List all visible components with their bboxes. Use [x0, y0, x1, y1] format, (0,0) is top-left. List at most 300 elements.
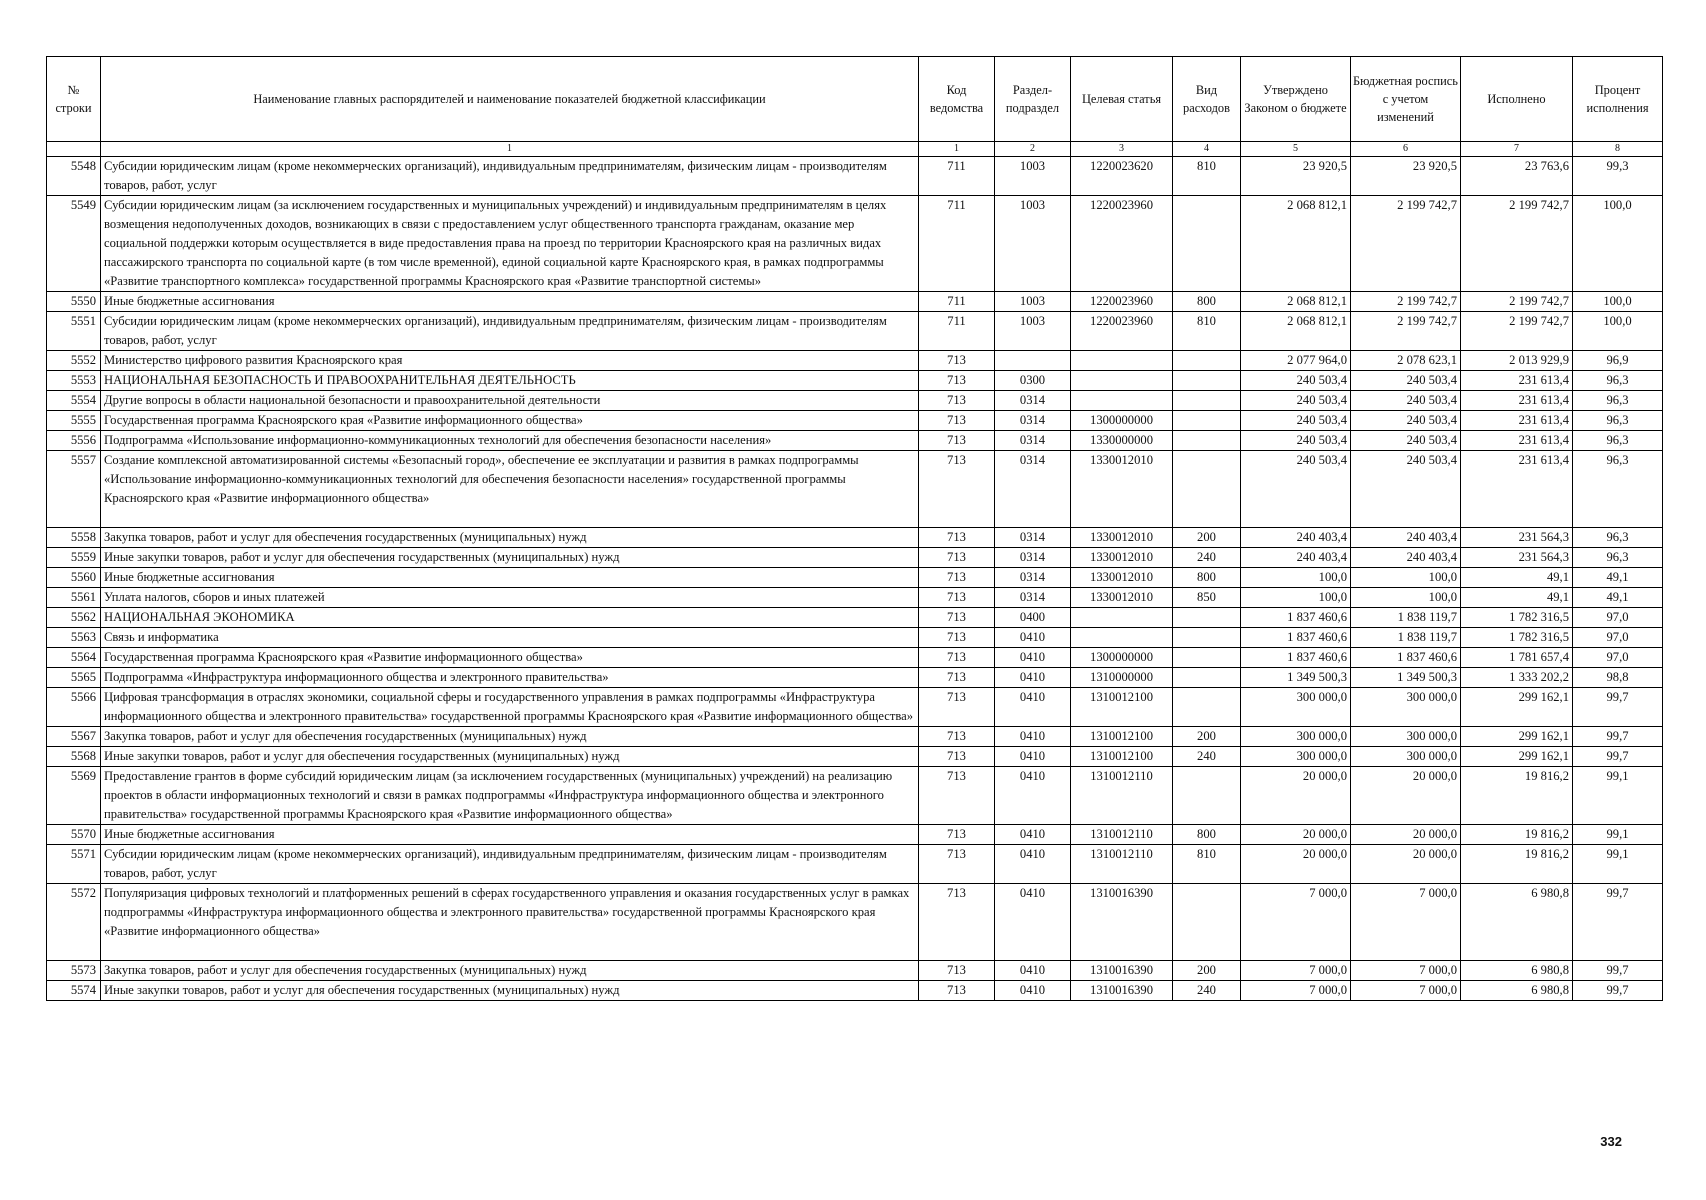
- row-cel: 1330000000: [1071, 431, 1173, 451]
- row-vid: 240: [1173, 747, 1241, 767]
- header-razd: Раздел-подраздел: [995, 57, 1071, 142]
- row-ved: 713: [919, 548, 995, 568]
- row-proc: 96,3: [1573, 371, 1663, 391]
- row-ved: 711: [919, 312, 995, 351]
- row-vid: [1173, 884, 1241, 961]
- row-rosp: 240 403,4: [1351, 528, 1461, 548]
- row-proc: 96,3: [1573, 431, 1663, 451]
- row-razd: 0400: [995, 608, 1071, 628]
- row-name: Закупка товаров, работ и услуг для обеспечения государственных (муниципальных) нужд: [101, 961, 919, 981]
- header-cel: Целевая статья: [1071, 57, 1173, 142]
- row-isp: 1 781 657,4: [1461, 648, 1573, 668]
- row-rosp: 2 199 742,7: [1351, 312, 1461, 351]
- row-proc: 99,7: [1573, 747, 1663, 767]
- row-isp: 49,1: [1461, 568, 1573, 588]
- row-cel: 1300000000: [1071, 648, 1173, 668]
- table-row: [47, 825, 1663, 845]
- row-proc: 96,9: [1573, 351, 1663, 371]
- row-name: Предоставление грантов в форме субсидий юридическим лицам (за исключением государственных (муниципальных) учреждений) на реализацию проектов в области информационных технологий и связи в рамках подпрограммы «Инфраструктура информационного общества и электронного правительства» государственной программы Красноярского края «Развитие информационного общества»: [101, 767, 919, 825]
- row-ved: 713: [919, 884, 995, 961]
- row-vid: [1173, 608, 1241, 628]
- row-utv: 20 000,0: [1241, 845, 1351, 884]
- row-number: 5556: [47, 431, 101, 451]
- row-razd: 0314: [995, 431, 1071, 451]
- row-rosp: 240 503,4: [1351, 371, 1461, 391]
- table-row: [47, 727, 1663, 747]
- row-isp: 2 013 929,9: [1461, 351, 1573, 371]
- row-number: 5564: [47, 648, 101, 668]
- row-rosp: 240 503,4: [1351, 411, 1461, 431]
- row-name: Субсидии юридическим лицам (за исключением государственных и муниципальных учреждений) и индивидуальным предпринимателям в целях возмещения недополученных доходов, возникающих в связи с предоставлением услуг общественного транспорта гражданам, оказание мер социальной поддержки которым осуществляется в виде предоставления права на проезд по территории Красноярского края на различных видах пассажирского транспорта по социальной карте (в том числе временной), единой социальной карте Красноярского края, в рамках подпрограммы «Развитие транспортного комплекса» государственной программы Красноярского края «Развитие транспортной системы»: [101, 196, 919, 292]
- row-razd: 0410: [995, 981, 1071, 1001]
- row-isp: 231 564,3: [1461, 528, 1573, 548]
- row-ved: 713: [919, 528, 995, 548]
- row-utv: 2 077 964,0: [1241, 351, 1351, 371]
- row-ved: 711: [919, 196, 995, 292]
- colnum-5: 4: [1173, 142, 1241, 157]
- row-proc: 99,7: [1573, 981, 1663, 1001]
- header-utv: Утверждено Законом о бюджете: [1241, 57, 1351, 142]
- row-ved: 713: [919, 668, 995, 688]
- row-utv: 240 503,4: [1241, 371, 1351, 391]
- header-proc: Процент исполнения: [1573, 57, 1663, 142]
- row-utv: 240 503,4: [1241, 411, 1351, 431]
- row-rosp: 300 000,0: [1351, 688, 1461, 727]
- row-name: Иные закупки товаров, работ и услуг для обеспечения государственных (муниципальных) нужд: [101, 981, 919, 1001]
- row-razd: 0410: [995, 688, 1071, 727]
- table-row: [47, 351, 1663, 371]
- colnum-1: 1: [101, 142, 919, 157]
- colnum-0: [47, 142, 101, 157]
- colnum-9: 8: [1573, 142, 1663, 157]
- row-rosp: 240 503,4: [1351, 391, 1461, 411]
- row-ved: 713: [919, 568, 995, 588]
- row-number: 5558: [47, 528, 101, 548]
- row-isp: 231 564,3: [1461, 548, 1573, 568]
- table-body: [47, 157, 1663, 1001]
- row-isp: 231 613,4: [1461, 431, 1573, 451]
- row-proc: 99,1: [1573, 767, 1663, 825]
- colnum-6: 5: [1241, 142, 1351, 157]
- table-row: [47, 668, 1663, 688]
- row-razd: 0314: [995, 528, 1071, 548]
- row-number: 5549: [47, 196, 101, 292]
- row-razd: 0410: [995, 767, 1071, 825]
- row-cel: 1310012110: [1071, 845, 1173, 884]
- row-vid: [1173, 688, 1241, 727]
- row-razd: 1003: [995, 196, 1071, 292]
- row-name: Иные бюджетные ассигнования: [101, 825, 919, 845]
- row-cel: [1071, 628, 1173, 648]
- row-isp: 231 613,4: [1461, 411, 1573, 431]
- table-row: [47, 628, 1663, 648]
- row-isp: 231 613,4: [1461, 451, 1573, 528]
- header-row: [47, 57, 1663, 142]
- row-rosp: 20 000,0: [1351, 767, 1461, 825]
- row-isp: 23 763,6: [1461, 157, 1573, 196]
- header-isp: Исполнено: [1461, 57, 1573, 142]
- row-rosp: 240 503,4: [1351, 431, 1461, 451]
- row-rosp: 1 838 119,7: [1351, 608, 1461, 628]
- table-row: [47, 688, 1663, 727]
- row-vid: 200: [1173, 528, 1241, 548]
- row-cel: 1330012010: [1071, 451, 1173, 528]
- row-vid: 240: [1173, 548, 1241, 568]
- page-number: 332: [1600, 1134, 1622, 1149]
- header-ved: Код ведомства: [919, 57, 995, 142]
- row-utv: 20 000,0: [1241, 767, 1351, 825]
- row-ved: 713: [919, 727, 995, 747]
- row-number: 5557: [47, 451, 101, 528]
- row-proc: 96,3: [1573, 528, 1663, 548]
- row-vid: [1173, 628, 1241, 648]
- row-utv: 300 000,0: [1241, 747, 1351, 767]
- row-vid: [1173, 391, 1241, 411]
- row-razd: 1003: [995, 292, 1071, 312]
- row-name: Другие вопросы в области национальной безопасности и правоохранительной деятельности: [101, 391, 919, 411]
- row-rosp: 2 199 742,7: [1351, 196, 1461, 292]
- table-row: [47, 767, 1663, 825]
- table-row: [47, 884, 1663, 961]
- row-number: 5548: [47, 157, 101, 196]
- row-proc: 99,3: [1573, 157, 1663, 196]
- row-vid: 240: [1173, 981, 1241, 1001]
- row-cel: 1330012010: [1071, 548, 1173, 568]
- row-cel: 1330012010: [1071, 588, 1173, 608]
- row-vid: 800: [1173, 568, 1241, 588]
- row-cel: 1310016390: [1071, 981, 1173, 1001]
- row-proc: 100,0: [1573, 292, 1663, 312]
- row-vid: [1173, 668, 1241, 688]
- row-ved: 713: [919, 825, 995, 845]
- row-number: 5555: [47, 411, 101, 431]
- row-utv: 1 837 460,6: [1241, 648, 1351, 668]
- row-utv: 240 403,4: [1241, 528, 1351, 548]
- row-number: 5563: [47, 628, 101, 648]
- row-proc: 99,7: [1573, 961, 1663, 981]
- row-utv: 1 837 460,6: [1241, 608, 1351, 628]
- row-razd: 1003: [995, 312, 1071, 351]
- row-name: Подпрограмма «Инфраструктура информационного общества и электронного правительства»: [101, 668, 919, 688]
- row-isp: 2 199 742,7: [1461, 312, 1573, 351]
- row-utv: 20 000,0: [1241, 825, 1351, 845]
- row-name: Иные бюджетные ассигнования: [101, 292, 919, 312]
- table-row: [47, 292, 1663, 312]
- row-proc: 96,3: [1573, 548, 1663, 568]
- row-vid: 200: [1173, 961, 1241, 981]
- row-vid: [1173, 767, 1241, 825]
- row-cel: 1310016390: [1071, 884, 1173, 961]
- table-row: [47, 981, 1663, 1001]
- row-isp: 19 816,2: [1461, 845, 1573, 884]
- row-isp: 2 199 742,7: [1461, 196, 1573, 292]
- row-razd: 0410: [995, 884, 1071, 961]
- row-ved: 713: [919, 588, 995, 608]
- table-row: [47, 648, 1663, 668]
- row-name: Закупка товаров, работ и услуг для обеспечения государственных (муниципальных) нужд: [101, 528, 919, 548]
- row-number: 5550: [47, 292, 101, 312]
- row-name: Популяризация цифровых технологий и платформенных решений в сферах государственного управления и оказания государственных услуг в рамках подпрограммы «Инфраструктура информационного общества и электронного правительства» государственной программы Красноярского края «Развитие информационного общества»: [101, 884, 919, 961]
- row-cel: [1071, 351, 1173, 371]
- row-razd: [995, 351, 1071, 371]
- row-cel: 1310016390: [1071, 961, 1173, 981]
- row-rosp: 300 000,0: [1351, 747, 1461, 767]
- row-razd: 0314: [995, 548, 1071, 568]
- row-name: Государственная программа Красноярского края «Развитие информационного общества»: [101, 411, 919, 431]
- row-ved: 713: [919, 845, 995, 884]
- row-rosp: 300 000,0: [1351, 727, 1461, 747]
- row-ved: 713: [919, 688, 995, 727]
- row-proc: 99,1: [1573, 825, 1663, 845]
- table-row: [47, 312, 1663, 351]
- row-number: 5573: [47, 961, 101, 981]
- row-proc: 99,7: [1573, 884, 1663, 961]
- row-vid: [1173, 371, 1241, 391]
- row-isp: 1 333 202,2: [1461, 668, 1573, 688]
- row-number: 5574: [47, 981, 101, 1001]
- table-row: [47, 961, 1663, 981]
- row-utv: 100,0: [1241, 588, 1351, 608]
- row-isp: 6 980,8: [1461, 981, 1573, 1001]
- row-proc: 97,0: [1573, 628, 1663, 648]
- row-cel: 1310012110: [1071, 767, 1173, 825]
- header-rosp: Бюджетная роспись с учетом изменений: [1351, 57, 1461, 142]
- row-vid: [1173, 411, 1241, 431]
- row-cel: 1330012010: [1071, 528, 1173, 548]
- row-utv: 2 068 812,1: [1241, 196, 1351, 292]
- row-ved: 713: [919, 371, 995, 391]
- row-isp: 299 162,1: [1461, 747, 1573, 767]
- row-number: 5562: [47, 608, 101, 628]
- row-rosp: 2 199 742,7: [1351, 292, 1461, 312]
- table-row: [47, 431, 1663, 451]
- row-proc: 96,3: [1573, 451, 1663, 528]
- row-proc: 49,1: [1573, 568, 1663, 588]
- row-rosp: 100,0: [1351, 588, 1461, 608]
- row-name: Иные закупки товаров, работ и услуг для обеспечения государственных (муниципальных) нужд: [101, 548, 919, 568]
- row-vid: [1173, 351, 1241, 371]
- row-proc: 96,3: [1573, 391, 1663, 411]
- table-row: [47, 157, 1663, 196]
- row-ved: 713: [919, 391, 995, 411]
- row-razd: 0410: [995, 961, 1071, 981]
- budget-table-sheet: [46, 56, 1662, 1001]
- row-rosp: 7 000,0: [1351, 981, 1461, 1001]
- row-utv: 7 000,0: [1241, 961, 1351, 981]
- row-number: 5569: [47, 767, 101, 825]
- row-number: 5568: [47, 747, 101, 767]
- row-name: Закупка товаров, работ и услуг для обеспечения государственных (муниципальных) нужд: [101, 727, 919, 747]
- row-razd: 0410: [995, 648, 1071, 668]
- row-number: 5561: [47, 588, 101, 608]
- row-name: Субсидии юридическим лицам (кроме некоммерческих организаций), индивидуальным предпринимателям, физическим лицам - производителям товаров, работ, услуг: [101, 312, 919, 351]
- row-isp: 6 980,8: [1461, 884, 1573, 961]
- row-utv: 300 000,0: [1241, 688, 1351, 727]
- row-vid: 850: [1173, 588, 1241, 608]
- row-vid: 810: [1173, 312, 1241, 351]
- row-ved: 713: [919, 767, 995, 825]
- row-isp: 6 980,8: [1461, 961, 1573, 981]
- row-ved: 713: [919, 961, 995, 981]
- row-number: 5552: [47, 351, 101, 371]
- row-isp: 19 816,2: [1461, 767, 1573, 825]
- colnum-8: 7: [1461, 142, 1573, 157]
- row-razd: 1003: [995, 157, 1071, 196]
- row-utv: 2 068 812,1: [1241, 312, 1351, 351]
- row-razd: 0314: [995, 451, 1071, 528]
- table-row: [47, 568, 1663, 588]
- row-utv: 2 068 812,1: [1241, 292, 1351, 312]
- header-vid: Вид расходов: [1173, 57, 1241, 142]
- row-isp: 2 199 742,7: [1461, 292, 1573, 312]
- row-name: Цифровая трансформация в отраслях экономики, социальной сферы и государственного управления в рамках подпрограммы «Инфраструктура информационного общества и электронного правительства» государственной программы Красноярского края «Развитие информационного общества»: [101, 688, 919, 727]
- row-razd: 0410: [995, 747, 1071, 767]
- row-rosp: 240 403,4: [1351, 548, 1461, 568]
- row-ved: 713: [919, 747, 995, 767]
- colnum-2: 1: [919, 142, 995, 157]
- row-vid: 810: [1173, 157, 1241, 196]
- row-rosp: 7 000,0: [1351, 961, 1461, 981]
- table-row: [47, 371, 1663, 391]
- colnum-7: 6: [1351, 142, 1461, 157]
- row-cel: 1310000000: [1071, 668, 1173, 688]
- row-ved: 713: [919, 648, 995, 668]
- row-isp: 49,1: [1461, 588, 1573, 608]
- row-vid: 800: [1173, 292, 1241, 312]
- row-number: 5566: [47, 688, 101, 727]
- row-razd: 0410: [995, 628, 1071, 648]
- row-cel: [1071, 608, 1173, 628]
- row-isp: 231 613,4: [1461, 371, 1573, 391]
- header-num: № строки: [47, 57, 101, 142]
- row-cel: 1330012010: [1071, 568, 1173, 588]
- row-ved: 713: [919, 981, 995, 1001]
- row-number: 5553: [47, 371, 101, 391]
- column-number-row: [47, 142, 1663, 157]
- row-ved: 713: [919, 411, 995, 431]
- row-rosp: 100,0: [1351, 568, 1461, 588]
- row-name: НАЦИОНАЛЬНАЯ БЕЗОПАСНОСТЬ И ПРАВООХРАНИТЕЛЬНАЯ ДЕЯТЕЛЬНОСТЬ: [101, 371, 919, 391]
- row-utv: 7 000,0: [1241, 981, 1351, 1001]
- row-vid: 810: [1173, 845, 1241, 884]
- row-proc: 98,8: [1573, 668, 1663, 688]
- row-isp: 1 782 316,5: [1461, 628, 1573, 648]
- row-razd: 0314: [995, 391, 1071, 411]
- table-row: [47, 845, 1663, 884]
- row-cel: 1310012100: [1071, 688, 1173, 727]
- row-vid: 200: [1173, 727, 1241, 747]
- row-utv: 240 503,4: [1241, 391, 1351, 411]
- row-razd: 0410: [995, 668, 1071, 688]
- table-row: [47, 528, 1663, 548]
- row-proc: 99,7: [1573, 688, 1663, 727]
- row-utv: 1 349 500,3: [1241, 668, 1351, 688]
- table-row: [47, 588, 1663, 608]
- row-razd: 0410: [995, 727, 1071, 747]
- row-name: Субсидии юридическим лицам (кроме некоммерческих организаций), индивидуальным предпринимателям, физическим лицам - производителям товаров, работ, услуг: [101, 157, 919, 196]
- row-proc: 49,1: [1573, 588, 1663, 608]
- row-utv: 300 000,0: [1241, 727, 1351, 747]
- row-utv: 240 503,4: [1241, 451, 1351, 528]
- row-number: 5559: [47, 548, 101, 568]
- row-vid: [1173, 648, 1241, 668]
- row-ved: 713: [919, 628, 995, 648]
- row-isp: 231 613,4: [1461, 391, 1573, 411]
- row-proc: 96,3: [1573, 411, 1663, 431]
- table-row: [47, 608, 1663, 628]
- row-ved: 711: [919, 157, 995, 196]
- row-utv: 23 920,5: [1241, 157, 1351, 196]
- row-rosp: 23 920,5: [1351, 157, 1461, 196]
- row-ved: 713: [919, 431, 995, 451]
- row-cel: [1071, 371, 1173, 391]
- row-rosp: 1 838 119,7: [1351, 628, 1461, 648]
- row-name: Связь и информатика: [101, 628, 919, 648]
- row-name: Иные закупки товаров, работ и услуг для обеспечения государственных (муниципальных) нужд: [101, 747, 919, 767]
- row-isp: 299 162,1: [1461, 688, 1573, 727]
- row-cel: 1220023960: [1071, 312, 1173, 351]
- row-name: Государственная программа Красноярского края «Развитие информационного общества»: [101, 648, 919, 668]
- table-row: [47, 196, 1663, 292]
- row-utv: 240 403,4: [1241, 548, 1351, 568]
- row-number: 5565: [47, 668, 101, 688]
- row-ved: 713: [919, 451, 995, 528]
- row-utv: 240 503,4: [1241, 431, 1351, 451]
- row-rosp: 1 837 460,6: [1351, 648, 1461, 668]
- row-utv: 1 837 460,6: [1241, 628, 1351, 648]
- row-rosp: 20 000,0: [1351, 825, 1461, 845]
- row-cel: 1220023960: [1071, 292, 1173, 312]
- row-ved: 713: [919, 351, 995, 371]
- row-rosp: 20 000,0: [1351, 845, 1461, 884]
- header-name: Наименование главных распорядителей и наименование показателей бюджетной классификации: [101, 57, 919, 142]
- row-razd: 0314: [995, 568, 1071, 588]
- colnum-3: 2: [995, 142, 1071, 157]
- row-isp: 1 782 316,5: [1461, 608, 1573, 628]
- row-number: 5551: [47, 312, 101, 351]
- row-razd: 0410: [995, 845, 1071, 884]
- table-row: [47, 451, 1663, 528]
- table-row: [47, 548, 1663, 568]
- row-name: Подпрограмма «Использование информационно-коммуникационных технологий для обеспечения безопасности населения»: [101, 431, 919, 451]
- row-cel: 1300000000: [1071, 411, 1173, 431]
- row-proc: 99,7: [1573, 727, 1663, 747]
- row-number: 5567: [47, 727, 101, 747]
- row-rosp: 240 503,4: [1351, 451, 1461, 528]
- row-vid: [1173, 431, 1241, 451]
- row-utv: 100,0: [1241, 568, 1351, 588]
- row-rosp: 2 078 623,1: [1351, 351, 1461, 371]
- row-number: 5571: [47, 845, 101, 884]
- row-number: 5572: [47, 884, 101, 961]
- row-name: Уплата налогов, сборов и иных платежей: [101, 588, 919, 608]
- row-proc: 97,0: [1573, 648, 1663, 668]
- row-cel: [1071, 391, 1173, 411]
- row-number: 5554: [47, 391, 101, 411]
- row-isp: 299 162,1: [1461, 727, 1573, 747]
- row-ved: 711: [919, 292, 995, 312]
- row-name: Субсидии юридическим лицам (кроме некоммерческих организаций), индивидуальным предпринимателям, физическим лицам - производителям товаров, работ, услуг: [101, 845, 919, 884]
- row-isp: 19 816,2: [1461, 825, 1573, 845]
- row-razd: 0410: [995, 825, 1071, 845]
- row-rosp: 1 349 500,3: [1351, 668, 1461, 688]
- row-razd: 0314: [995, 588, 1071, 608]
- row-name: НАЦИОНАЛЬНАЯ ЭКОНОМИКА: [101, 608, 919, 628]
- row-vid: [1173, 196, 1241, 292]
- row-rosp: 7 000,0: [1351, 884, 1461, 961]
- row-razd: 0314: [995, 411, 1071, 431]
- row-name: Иные бюджетные ассигнования: [101, 568, 919, 588]
